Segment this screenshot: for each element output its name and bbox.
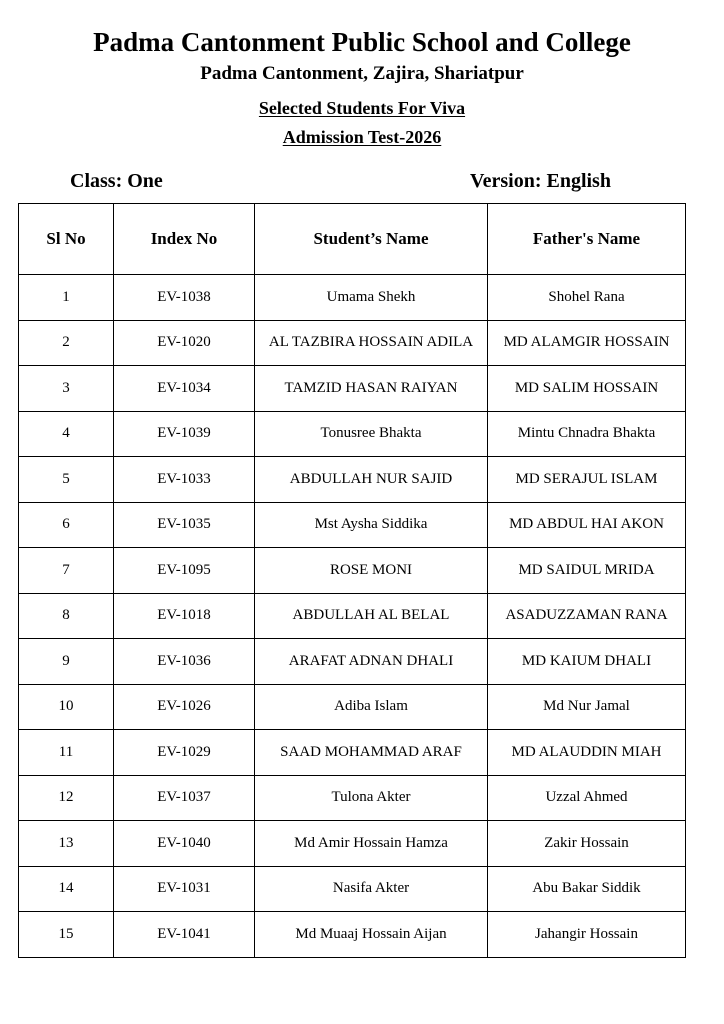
students-table: [18, 203, 686, 958]
student-name-cell: ABDULLAH AL BELAL: [255, 593, 488, 639]
father-name-cell: ASADUZZAMAN RANA: [488, 593, 686, 639]
father-name-cell: MD SAIDUL MRIDA: [488, 548, 686, 594]
table-row: [19, 775, 686, 821]
index-no-cell: EV-1029: [114, 730, 255, 776]
student-name-cell: Adiba Islam: [255, 684, 488, 730]
table-row: [19, 411, 686, 457]
sl-no-cell: 10: [19, 684, 114, 730]
student-name-cell: TAMZID HASAN RAIYAN: [255, 366, 488, 412]
student-name-cell: Mst Aysha Siddika: [255, 502, 488, 548]
index-no-cell: EV-1040: [114, 821, 255, 867]
table-row: [19, 275, 686, 321]
table-row: [19, 912, 686, 958]
student-name-cell: AL TAZBIRA HOSSAIN ADILA: [255, 320, 488, 366]
father-name-cell: MD KAIUM DHALI: [488, 639, 686, 685]
index-no-cell: EV-1020: [114, 320, 255, 366]
sl-no-cell: 12: [19, 775, 114, 821]
sl-no-cell: 13: [19, 821, 114, 867]
index-no-cell: EV-1038: [114, 275, 255, 321]
table-row: [19, 502, 686, 548]
version-label: Version: English: [470, 170, 611, 192]
father-name-cell: Jahangir Hossain: [488, 912, 686, 958]
table-row: [19, 639, 686, 685]
index-no-cell: EV-1039: [114, 411, 255, 457]
table-row: [19, 593, 686, 639]
exam-title-text: Admission Test-2026: [282, 127, 442, 147]
student-name-cell: ABDULLAH NUR SAJID: [255, 457, 488, 503]
index-no-cell: EV-1031: [114, 866, 255, 912]
list-heading-text: Selected Students For Viva: [258, 98, 466, 118]
table-header-row: [19, 204, 686, 275]
father-name-cell: Mintu Chnadra Bhakta: [488, 411, 686, 457]
index-no-cell: EV-1035: [114, 502, 255, 548]
index-no-cell: EV-1037: [114, 775, 255, 821]
student-name-cell: SAAD MOHAMMAD ARAF: [255, 730, 488, 776]
index-no-cell: EV-1034: [114, 366, 255, 412]
father-name-cell: MD SERAJUL ISLAM: [488, 457, 686, 503]
father-name-cell: Uzzal Ahmed: [488, 775, 686, 821]
father-name-cell: MD ABDUL HAI AKON: [488, 502, 686, 548]
table-row: [19, 457, 686, 503]
school-address: Padma Cantonment, Zajira, Shariatpur: [200, 63, 524, 84]
index-no-cell: EV-1018: [114, 593, 255, 639]
sl-no-cell: 7: [19, 548, 114, 594]
student-name-cell: Tulona Akter: [255, 775, 488, 821]
table-row: [19, 684, 686, 730]
father-name-cell: Abu Bakar Siddik: [488, 866, 686, 912]
sl-no-cell: 3: [19, 366, 114, 412]
sl-no-cell: 6: [19, 502, 114, 548]
table-row: [19, 320, 686, 366]
sl-no-cell: 11: [19, 730, 114, 776]
list-heading: [0, 97, 724, 119]
student-name-cell: Nasifa Akter: [255, 866, 488, 912]
table-row: [19, 548, 686, 594]
father-name-cell: Shohel Rana: [488, 275, 686, 321]
father-name-cell: MD SALIM HOSSAIN: [488, 366, 686, 412]
class-label: Class: One: [70, 170, 163, 192]
sl-no-cell: 14: [19, 866, 114, 912]
father-name-cell: Zakir Hossain: [488, 821, 686, 867]
table-body: [19, 275, 686, 958]
index-no-cell: EV-1036: [114, 639, 255, 685]
student-name-cell: ROSE MONI: [255, 548, 488, 594]
column-header-sl-no: Sl No: [19, 204, 114, 275]
sl-no-cell: 15: [19, 912, 114, 958]
sl-no-cell: 5: [19, 457, 114, 503]
sl-no-cell: 4: [19, 411, 114, 457]
table-row: [19, 366, 686, 412]
index-no-cell: EV-1026: [114, 684, 255, 730]
sl-no-cell: 8: [19, 593, 114, 639]
sl-no-cell: 9: [19, 639, 114, 685]
student-name-cell: Md Muaaj Hossain Aijan: [255, 912, 488, 958]
column-header-student-name: Student’s Name: [255, 204, 488, 275]
father-name-cell: MD ALAUDDIN MIAH: [488, 730, 686, 776]
column-header-father-name: Father's Name: [488, 204, 686, 275]
school-name: Padma Cantonment Public School and College: [93, 27, 631, 57]
index-no-cell: EV-1041: [114, 912, 255, 958]
index-no-cell: EV-1033: [114, 457, 255, 503]
father-name-cell: Md Nur Jamal: [488, 684, 686, 730]
index-no-cell: EV-1095: [114, 548, 255, 594]
student-name-cell: Md Amir Hossain Hamza: [255, 821, 488, 867]
table-row: [19, 821, 686, 867]
column-header-index-no: Index No: [114, 204, 255, 275]
student-name-cell: ARAFAT ADNAN DHALI: [255, 639, 488, 685]
table-row: [19, 866, 686, 912]
sl-no-cell: 1: [19, 275, 114, 321]
table-row: [19, 730, 686, 776]
student-name-cell: Tonusree Bhakta: [255, 411, 488, 457]
father-name-cell: MD ALAMGIR HOSSAIN: [488, 320, 686, 366]
sl-no-cell: 2: [19, 320, 114, 366]
exam-title: [0, 126, 724, 148]
student-name-cell: Umama Shekh: [255, 275, 488, 321]
